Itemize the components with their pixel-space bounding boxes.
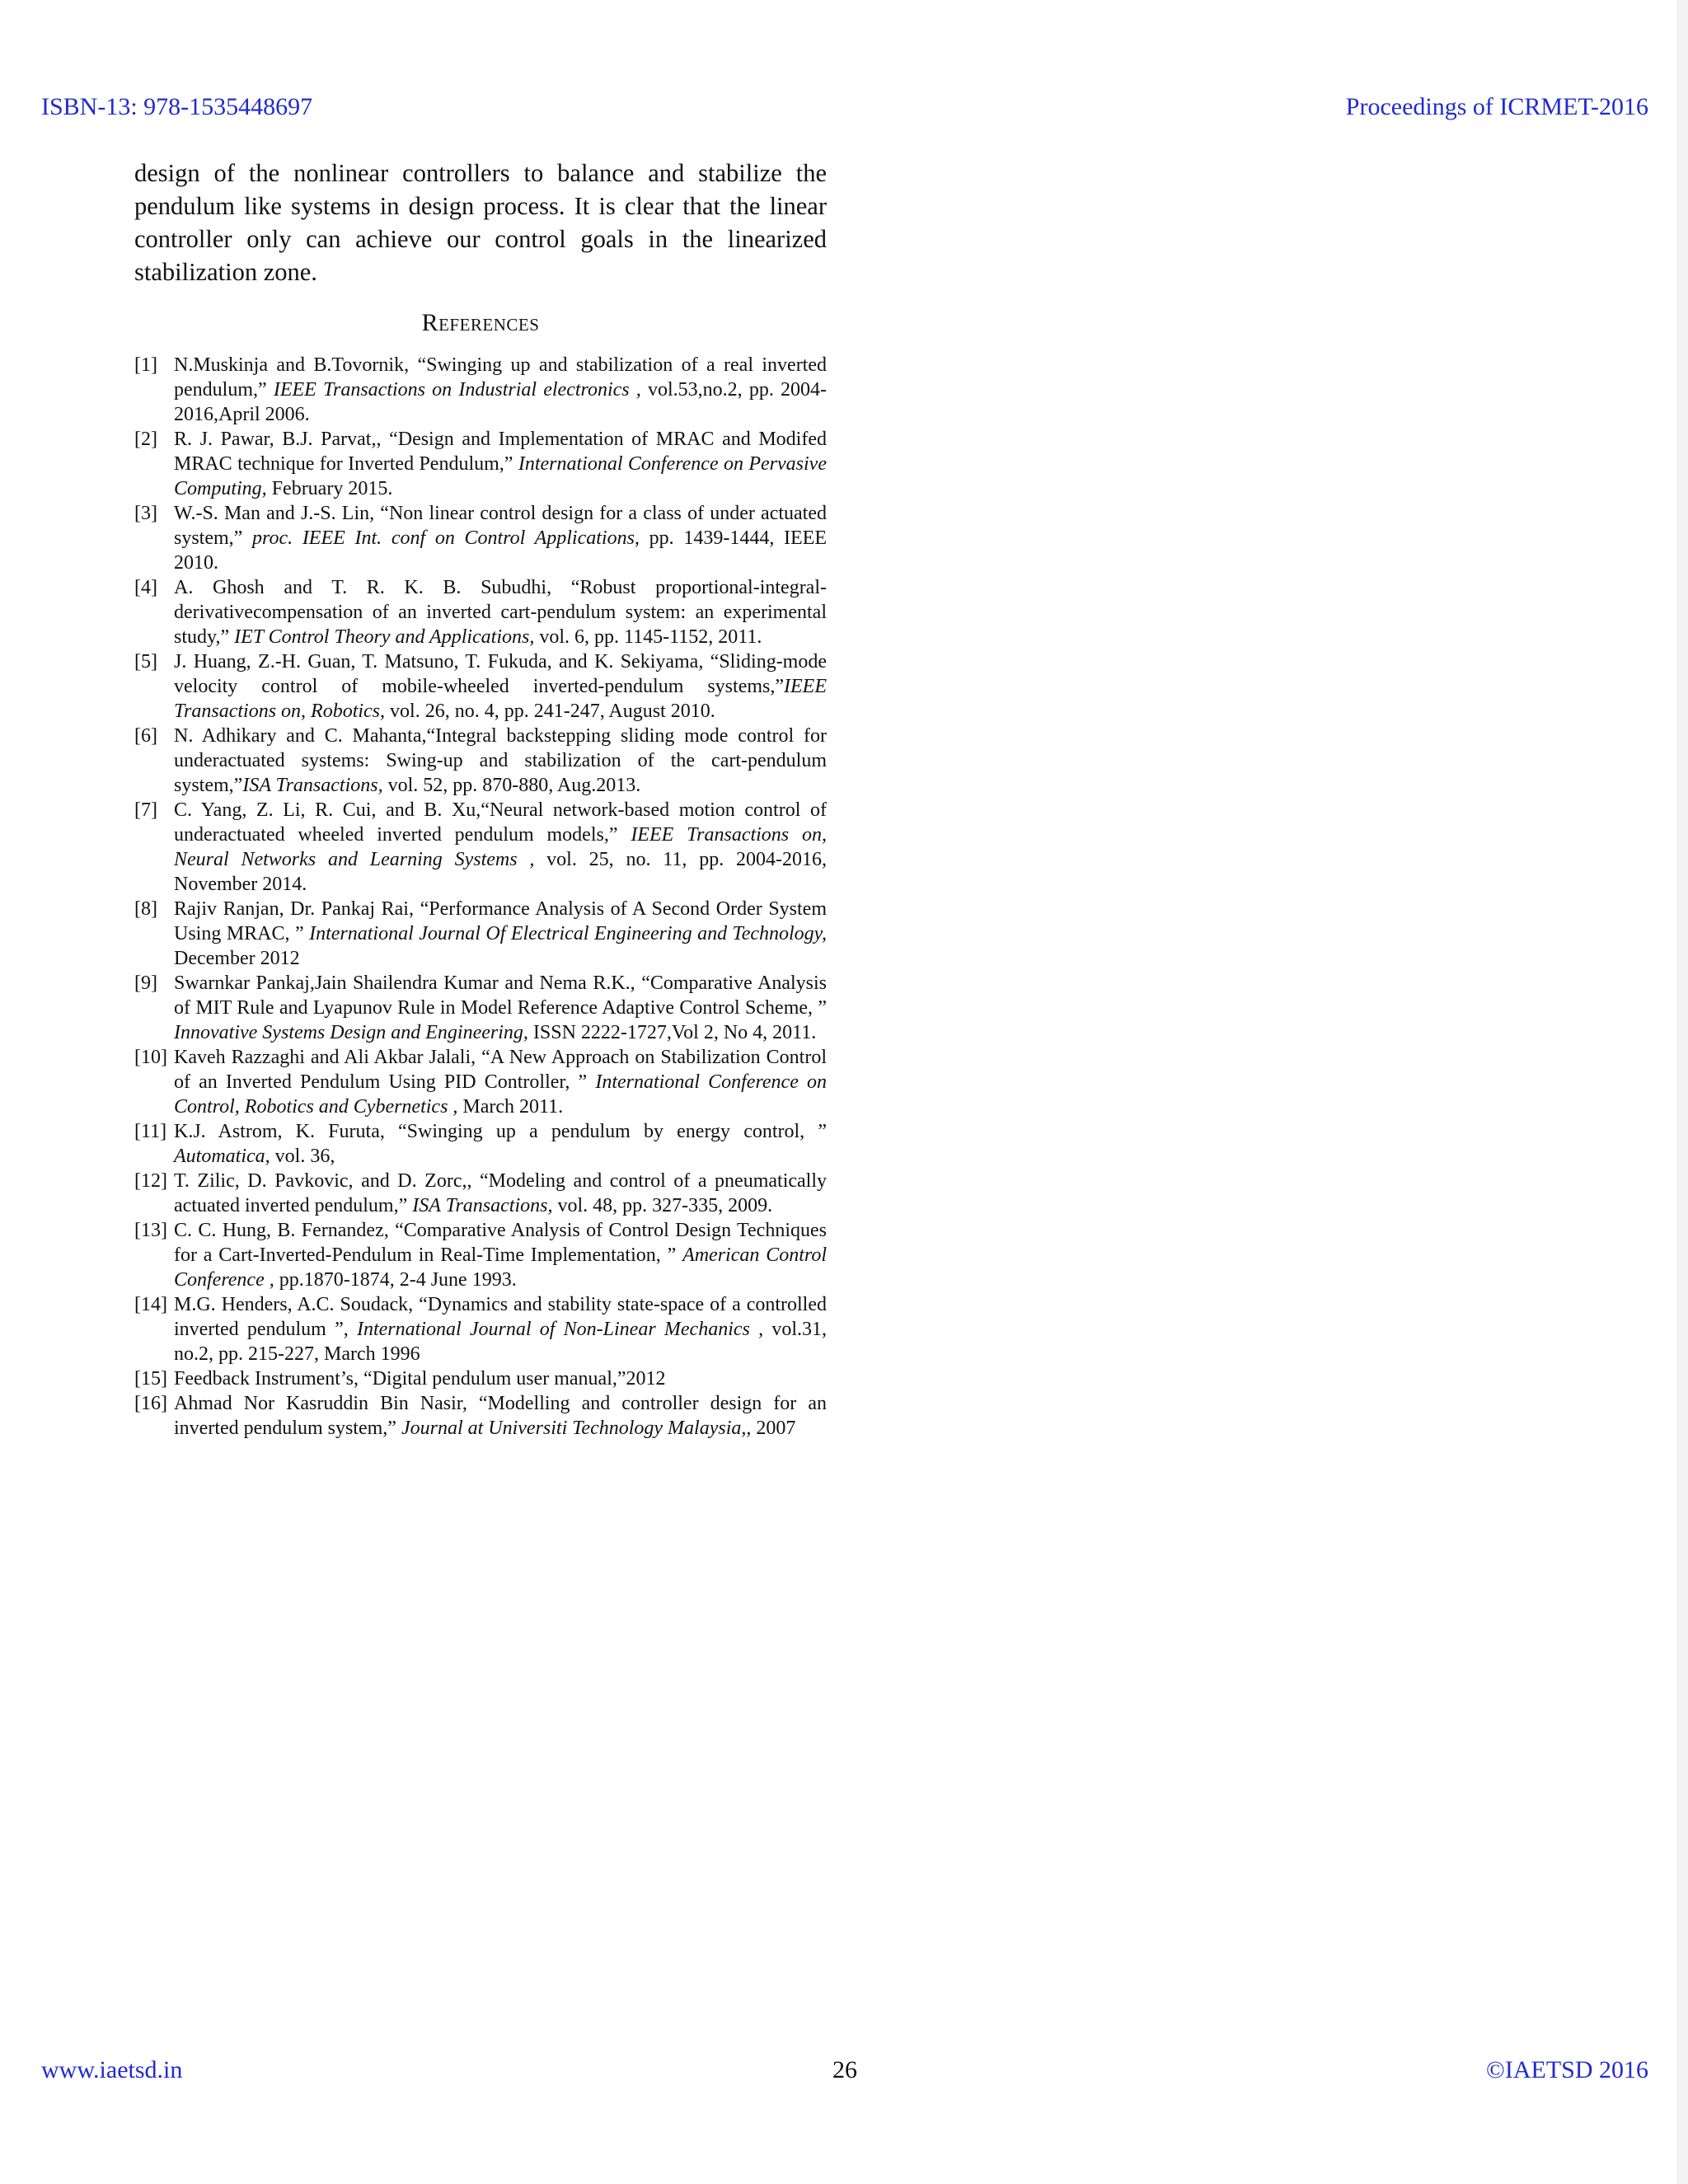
reference-venue: International Conference on Control, Robotics and Cybernetics , — [174, 1071, 827, 1118]
reference-details: vol. 36, — [270, 1146, 335, 1167]
reference-authors: J. Huang, Z.-H. Guan, T. Matsuno, T. Fukuda, and K. Sekiyama, “Sliding-mode velocity control of mobile-wheeled inverted-pendulum systems,” — [174, 651, 827, 697]
reference-details: vol. 48, pp. 327-335, 2009. — [552, 1195, 773, 1216]
reference-venue: IET Control Theory and Applications, — [234, 626, 535, 648]
reference-venue: IEEE Transactions on, Neural Networks and Learning Systems , — [174, 824, 827, 870]
references-heading: References — [421, 309, 540, 336]
reference-number: [11] — [134, 1121, 167, 1142]
reference-number: [14] — [134, 1294, 167, 1315]
reference-details: December 2012 — [174, 948, 300, 969]
reference-venue: American Control Conference , — [174, 1244, 827, 1291]
reference-item — [134, 798, 827, 897]
reference-details: vol. 6, pp. 1145-1152, 2011. — [534, 626, 762, 648]
reference-details: ISSN 2222-1727,Vol 2, No 4, 2011. — [528, 1022, 817, 1043]
reference-authors: Rajiv Ranjan, Dr. Pankaj Rai, “Performance Analysis of A Second Order System Using MRAC, ” — [174, 898, 827, 944]
reference-item — [134, 1045, 827, 1119]
reference-details: pp.1870-1874, 2-4 June 1993. — [274, 1269, 517, 1291]
reference-item — [134, 1119, 827, 1169]
reference-item — [134, 1169, 827, 1218]
reference-authors: Swarnkar Pankaj,Jain Shailendra Kumar and Nema R.K., “Comparative Analysis of MIT Rule and Lyapunov Rule in Model Reference Adaptive Control Scheme, ” — [174, 972, 827, 1019]
reference-details: vol. 52, pp. 870-880, Aug.2013. — [382, 775, 641, 796]
reference-item — [134, 353, 827, 427]
reference-item — [134, 501, 827, 575]
reference-details: February 2015. — [266, 478, 393, 499]
reference-authors: T. Zilic, D. Pavkovic, and D. Zorc,, “Modeling and control of a pneumatically actuated inverted pendulum,” — [174, 1170, 827, 1216]
reference-venue: International Journal Of Electrical Engineering and Technology, — [309, 923, 827, 944]
body-paragraph: design of the nonlinear controllers to balance and stabilize the pendulum like systems in design process. It is clear that the linear controller only can achieve our control goals in the linearized stabilization zone. — [134, 159, 827, 286]
reference-item — [134, 971, 827, 1045]
reference-venue: ISA Transactions, — [242, 775, 383, 796]
reference-number: [15] — [134, 1368, 167, 1390]
reference-number: [6] — [134, 725, 157, 747]
page-edge-shade — [1676, 0, 1688, 2184]
reference-authors: N. Adhikary and C. Mahanta,“Integral backstepping sliding mode control for underactuated systems: Swing-up and stabilization of the cart-pendulum system,” — [174, 725, 827, 796]
reference-number: [3] — [134, 503, 157, 524]
reference-authors: R. J. Pawar, B.J. Parvat,, “Design and Implementation of MRAC and Modifed MRAC technique for Inverted Pendulum,” — [174, 429, 827, 475]
reference-authors: Feedback Instrument’s, “Digital pendulum user manual,”2012 — [174, 1368, 666, 1390]
reference-authors: A. Ghosh and T. R. K. B. Subudhi, “Robust proportional-integral-derivativecompensation of an inverted cart-pendulum system: an experimental study,” — [174, 577, 827, 648]
reference-authors: M.G. Henders, A.C. Soudack, “Dynamics and stability state-space of a controlled inverted pendulum ”, — [174, 1294, 827, 1340]
reference-venue: IEEE Transactions on Industrial electronics , — [273, 379, 641, 401]
reference-venue: Automatica, — [174, 1146, 270, 1167]
reference-item — [134, 1218, 827, 1292]
reference-number: [9] — [134, 972, 157, 994]
reference-venue: International Conference on Pervasive Computing, — [174, 453, 827, 499]
reference-number: [10] — [134, 1047, 167, 1068]
reference-details: vol. 25, no. 11, pp. 2004-2016, November 2014. — [174, 849, 827, 895]
reference-item — [134, 724, 827, 798]
reference-number: [7] — [134, 799, 157, 821]
isbn-label: ISBN-13: 978-1535448697 — [41, 93, 313, 120]
reference-authors: Kaveh Razzaghi and Ali Akbar Jalali, “A New Approach on Stabilization Control of an Inverted Pendulum Using PID Controller, ” — [174, 1047, 827, 1093]
reference-authors: Ahmad Nor Kasruddin Bin Nasir, “Modelling and controller design for an inverted pendulum system,” — [174, 1393, 827, 1439]
reference-item — [134, 1292, 827, 1366]
reference-number: [2] — [134, 429, 157, 450]
reference-item — [134, 575, 827, 649]
reference-number: [12] — [134, 1170, 167, 1192]
reference-details: vol.31, no.2, pp. 215-227, March 1996 — [174, 1319, 828, 1365]
proceedings-label: Proceedings of ICRMET-2016 — [1345, 93, 1648, 120]
reference-details: 2007 — [751, 1418, 796, 1439]
reference-list — [134, 353, 827, 1441]
reference-item — [134, 897, 827, 971]
reference-details: vol.53,no.2, pp. 2004-2016,April 2006. — [174, 379, 827, 425]
reference-item — [134, 1391, 827, 1441]
copyright-label: ©IAETSD 2016 — [1486, 2056, 1648, 2083]
reference-number: [13] — [134, 1220, 167, 1241]
reference-details: March 2011. — [457, 1096, 564, 1118]
reference-venue: International Journal of Non-Linear Mechanics , — [356, 1319, 764, 1340]
reference-number: [5] — [134, 651, 157, 673]
reference-venue: IEEE Transactions on, Robotics, — [174, 676, 827, 722]
reference-item — [134, 1366, 827, 1391]
reference-number: [16] — [134, 1393, 167, 1414]
reference-authors: W.-S. Man and J.-S. Lin, “Non linear control design for a class of under actuated system,” — [174, 503, 827, 549]
website-link[interactable]: www.iaetsd.in — [41, 2056, 183, 2083]
page-number: 26 — [832, 2056, 857, 2083]
reference-item — [134, 649, 827, 724]
reference-authors: N.Muskinja and B.Tovornik, “Swinging up and stabilization of a real inverted pendulum,” — [174, 354, 827, 401]
reference-details: pp. 1439-1444, IEEE 2010. — [174, 527, 827, 574]
reference-details: vol. 26, no. 4, pp. 241-247, August 2010. — [385, 701, 715, 722]
reference-venue: ISA Transactions, — [412, 1195, 553, 1216]
reference-number: [1] — [134, 354, 157, 376]
reference-authors: C. C. Hung, B. Fernandez, “Comparative Analysis of Control Design Techniques for a Cart-Inverted-Pendulum in Real-Time Implementation, ” — [174, 1220, 827, 1266]
reference-authors: K.J. Astrom, K. Furuta, “Swinging up a pendulum by energy control, ” — [174, 1121, 827, 1142]
reference-venue: Innovative Systems Design and Engineering, — [174, 1022, 528, 1043]
reference-authors: C. Yang, Z. Li, R. Cui, and B. Xu,“Neural network-based motion control of underactuated wheeled inverted pendulum models,” — [174, 799, 827, 846]
reference-venue: proc. IEEE Int. conf on Control Applications, — [252, 527, 640, 549]
reference-number: [4] — [134, 577, 157, 598]
reference-venue: Journal at Universiti Technology Malaysia,, — [401, 1418, 752, 1439]
reference-item — [134, 427, 827, 501]
reference-number: [8] — [134, 898, 157, 920]
